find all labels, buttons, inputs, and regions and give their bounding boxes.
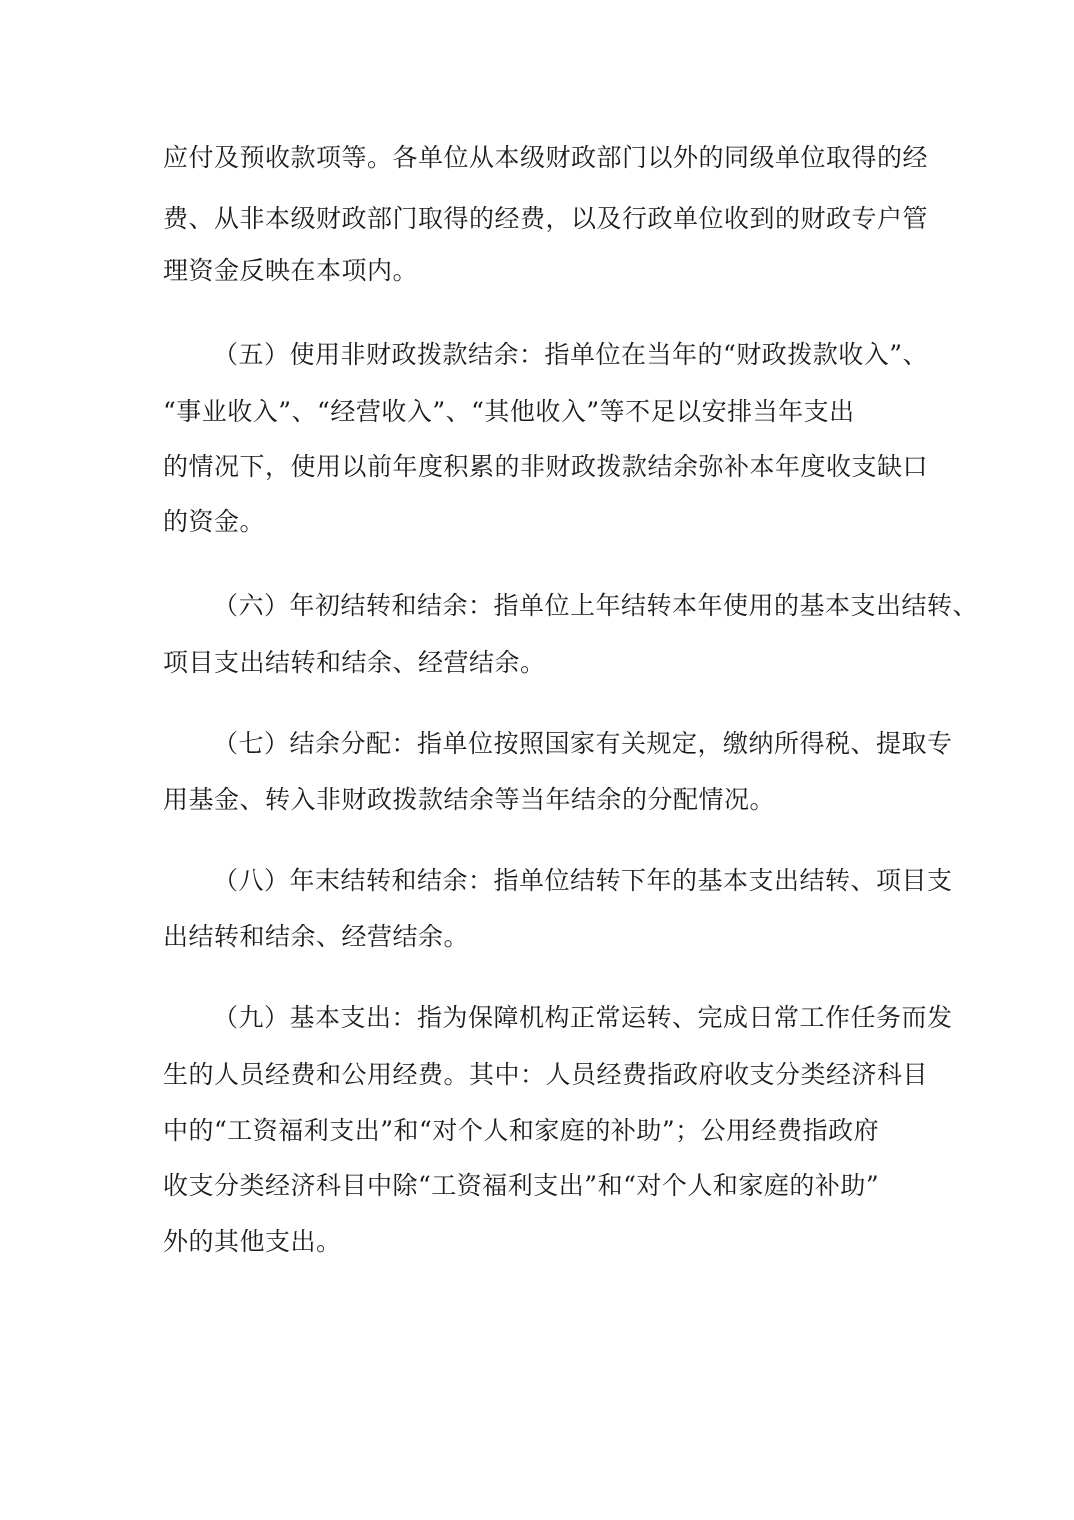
text-line: 外的其他支出。 [163,1227,342,1256]
text-line: 费、从非本级财政部门取得的经费，以及行政单位收到的财政专户管 [163,204,929,233]
section-heading-line: （六）年初结转和结余：指单位上年结转本年使用的基本支出结转、 [213,591,979,620]
section-heading-line: （五）使用非财政拨款结余：指单位在当年的“财政拨款收入”、 [213,340,929,369]
text-line: 应付及预收款项等。各单位从本级财政部门以外的同级单位取得的经 [163,143,929,172]
text-line: 的情况下，使用以前年度积累的非财政拨款结余弥补本年度收支缺口 [163,452,929,481]
text-line: 用基金、转入非财政拨款结余等当年结余的分配情况。 [163,785,776,814]
section-heading-line: （九）基本支出：指为保障机构正常运转、完成日常工作任务而发 [213,1003,953,1032]
section-heading-line: （七）结余分配：指单位按照国家有关规定，缴纳所得税、提取专 [213,729,953,758]
section-heading-line: （八）年末结转和结余：指单位结转下年的基本支出结转、项目支 [213,866,953,895]
text-line: “事业收入”、“经营收入”、“其他收入”等不足以安排当年支出 [163,397,855,426]
text-line: 理资金反映在本项内。 [163,256,419,285]
text-line: 项目支出结转和结余、经营结余。 [163,648,546,677]
text-line: 的资金。 [163,507,266,536]
text-line: 收支分类经济科目中除“工资福利支出”和“对个人和家庭的补助” [163,1171,880,1200]
text-line: 中的“工资福利支出”和“对个人和家庭的补助”；公用经费指政府 [163,1116,880,1145]
text-line: 生的人员经费和公用经费。其中：人员经费指政府收支分类经济科目 [163,1060,929,1089]
text-line: 出结转和结余、经营结余。 [163,922,470,951]
